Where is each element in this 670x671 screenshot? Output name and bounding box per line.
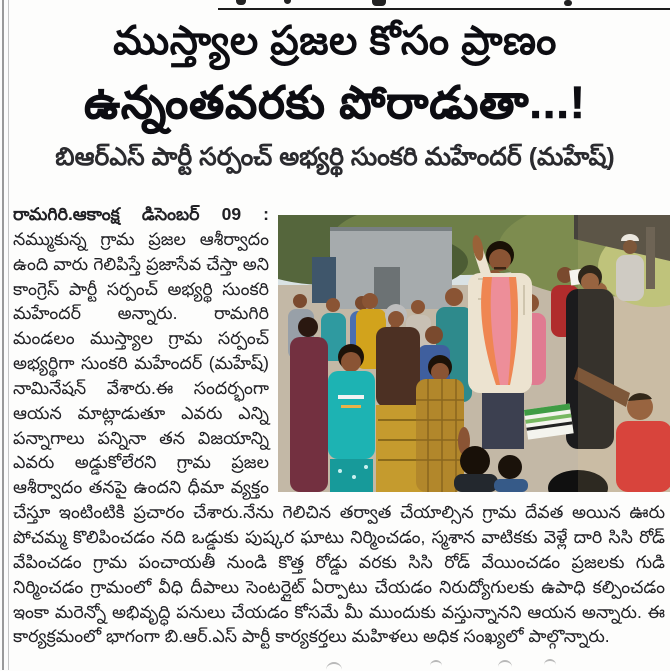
news-photo: [278, 215, 670, 492]
cropped-text-fragment-bottom: [430, 660, 442, 669]
article-body: [13, 202, 665, 670]
cropped-text-fragment: [284, 0, 291, 4]
cropped-text-fragment: [564, 0, 572, 6]
left-column-rule-inner: [8, 0, 9, 670]
cropped-text-fragment-bottom: [498, 660, 512, 669]
cropped-text-fragment: [372, 0, 386, 6]
left-column-rule: [2, 0, 4, 670]
dateline: రామగిరి.ఆకాంక్ష డిసెంబర్ 09 :: [13, 204, 269, 224]
woman-maroon-sari: [290, 317, 328, 492]
cropped-text-fragment-bottom: [544, 659, 556, 668]
headline-line1: ముస్త్యాల ప్రజల కోసం ప్రాణం: [113, 19, 557, 63]
building: [312, 227, 452, 309]
news-photo-illustration: [278, 215, 670, 492]
sunlight-haze: [578, 215, 670, 492]
cropped-text-fragment: [236, 0, 246, 5]
subheadline: బిఆర్ఎస్ పార్టీ సర్పంచ్ అభ్యర్థి సుంకరి మహేందర్ (మహేష్): [55, 143, 615, 171]
article-text: నమ్ముకున్న గ్రామ ప్రజల ఆశీర్వాదం ఉంది వారు గెలిపిస్తే ప్రజాసేవ చేస్తా అని కాంగ్రెస్ పార్టీ సర్పంచ్ అభ్యర్థి సుంకరి మహేందర్ అన్నారు. రామగిరి మండలం ముస్త్యాల గ్రామ సర్పంచ్ అభ్యర్థిగా సుంకరి మహేందర్ (మహేష్) నామినేషన్ వేశారు.ఈ సందర్భంగా ఆయన మాట్లాడుతూ ఎవరు ఎన్ని పన్నాగాలు పన్నినా తన విజయాన్ని ఎవరు అడ్డుకోలేరని గ్రామ ప్రజల ఆశీర్వాదం తనపై ఉందని ధీమా వ్యక్తం చేస్తూ ఇంటింటికి ప్రచారం చేశారు.నేను గెలిచిన తర్వాత చేయాల్సిన గ్రామ దేవత అయిన ఊరు పోచమ్మ కొలిపించడం నది ఒడ్డుకు పుష్కర ఘాటు నిర్మించడం, స్మశాన వాటికకు వెళ్లే దారి సిసి రోడ్ వేపించడం గ్రామ పంచాయతీ నుండి కొత్త రోడ్డు వరకు సిసి రోడ్ వేయించడం ప్రజలకు గుడి నిర్మించడం గ్రామంలో వీధి దీపాలు సెంటర్లైట్ ఏర్పాటు చేయడం నిరుద్యోగులకు ఉపాధి కల్పించడం ఇంకా మరెన్నో అభివృద్ధి పనులు చేయడం కోసమే మీ ముందుకు వస్తున్నానని ఆయన అన్నారు. ఈ కార్యక్రమంలో భాగంగా బి.ఆర్.ఎస్ పార్టీ కార్యకర్తలు మహిళలు అధిక సంఖ్యలో పాల్గొన్నారు.: [13, 228, 665, 647]
headline-line2: ఉన్నంతవరకు పోరాడుతా...!: [84, 77, 586, 128]
pamphlet-stack: [524, 404, 574, 440]
top-divider-rule: [218, 8, 670, 10]
